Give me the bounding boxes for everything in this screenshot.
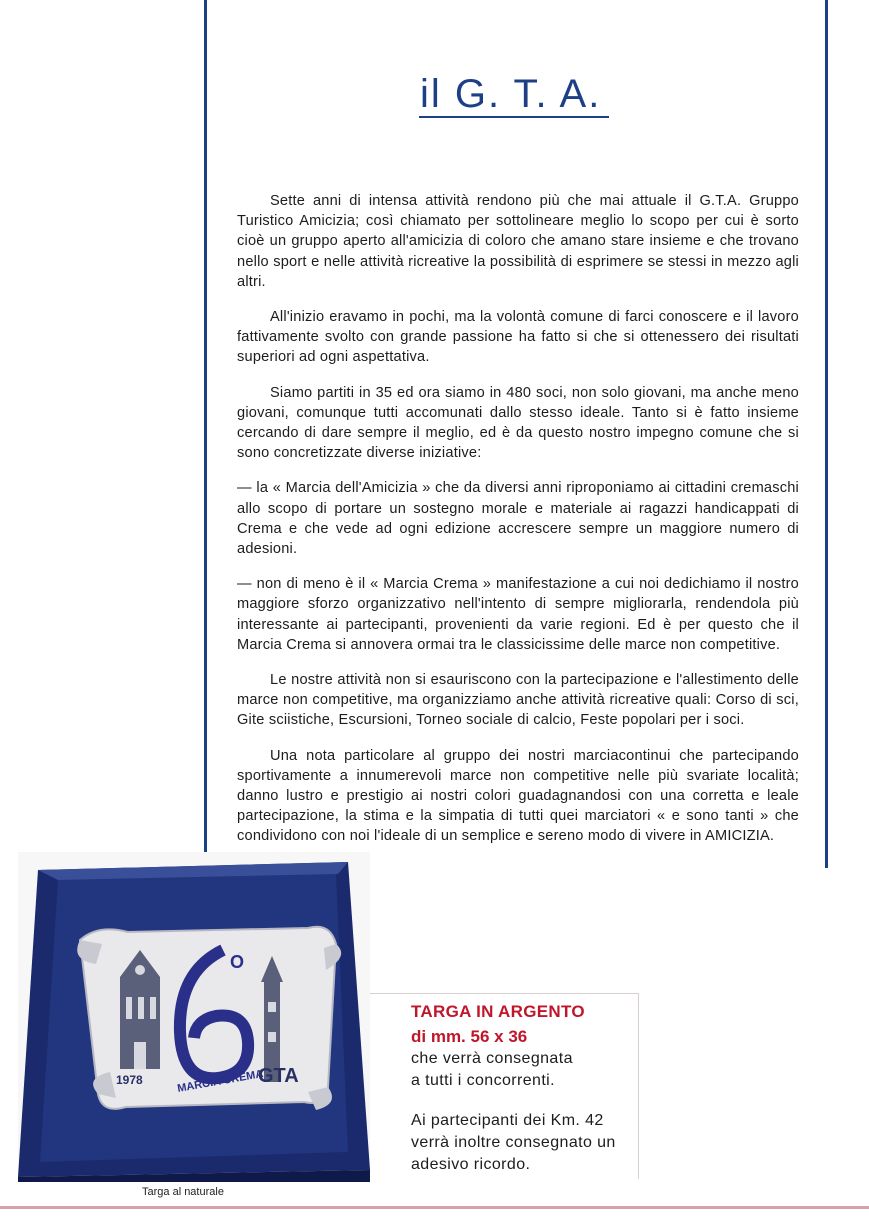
tower-icon <box>261 956 283 1082</box>
plaque-logo: GTA <box>258 1065 299 1087</box>
note-size: di mm. 56 x 36 <box>411 1027 528 1046</box>
note-line: verrà inoltre consegnato un <box>411 1134 616 1151</box>
paragraph-activities: Le nostre attività non si esauriscono con la partecipazione e l'allestimento delle marce non competitive, ma organizziamo anche attività ricreative quali: Corso di sci, Gite sciistiche, Escursioni, Torneo sociale di calcio, Feste popolari per i soci. <box>237 672 799 729</box>
note-line: a tutti i concorrenti. <box>411 1072 555 1089</box>
note-line: adesivo ricordo. <box>411 1156 531 1173</box>
paragraph-marcia-amicizia: — la « Marcia dell'Amicizia » che da diversi anni riproponiamo ai cittadini cremaschi allo scopo di portare un sostegno morale e materiale ai ragazzi handicappati di Crema e che vede ad ogni edizione accrescere sempre un maggiore numero di adesioni. <box>237 480 799 558</box>
bottom-rule <box>0 1206 869 1209</box>
note-title: TARGA IN ARGENTO <box>411 1002 585 1021</box>
note-line: Ai partecipanti dei Km. 42 <box>411 1112 604 1129</box>
paragraph-members: Siamo partiti in 35 ed ora siamo in 480 soci, non solo giovani, ma anche meno giovani, comunque tutti accomunati dallo stesso ideale. Tanto si è fatto insieme cercando di dare sempre il meglio, ed è da questo nostro impegno comune che si sono concretizzate diverse iniziative: <box>237 384 799 462</box>
article-body <box>237 191 799 862</box>
paragraph-beginning: All'inizio eravamo in pochi, ma la volontà comune di farci conoscere e il lavoro fattivamente svolto con grande passione ha fatto si che si ottenessero dei risultati superiori ad ogni aspettativa. <box>237 309 799 366</box>
paragraph-marciacontinui: Una nota particolare al gruppo dei nostri marciacontinui che partecipando sportivamente a innumerevoli marce non competitive nelle più svariate località; danno lustro e prestigio ai nostri colori guadagnandosi con una corretta e leale partecipazione, la stima e la simpatia di tutti quei marciatori « e sono tanti » che condividono con noi l'ideale di un semplice e sereno modo di vivere in AMICIZIA. <box>237 747 799 845</box>
plaque-ordinal: O <box>230 952 245 972</box>
paragraph-intro: Sette anni di intensa attività rendono più che mai attuale il G.T.A. Gruppo Turistico Amicizia; così chiamato per sottolineare meglio lo scopo per cui è sorto cioè un gruppo aperto all'amicizia di coloro che amano stare insieme e che trovano nello sport e nelle attività ricreative la possibilità di esprimere se stessi in mezzo agli altri. <box>237 193 799 290</box>
title-underline <box>419 116 609 118</box>
note-line: che verrà consegnata <box>411 1050 573 1067</box>
plaque-photo <box>18 852 370 1182</box>
page-title: il G. T. A. <box>420 72 602 116</box>
plaque-image <box>18 852 370 1182</box>
plaque-arc-text: MARCIA CREMA <box>176 1068 265 1095</box>
paragraph-marcia-crema: — non di meno è il « Marcia Crema » manifestazione a cui noi dedichiamo il nostro maggiore sforzo organizzativo nell'intento di sempre migliorarla, rendendola più interessante ai partecipanti, provenienti da varie regioni. Ed è per questo che il Marcia Crema si annovera ormai tra le classicissime delle marce non competitive. <box>237 576 799 653</box>
plaque-year: 1978 <box>116 1073 143 1087</box>
photo-caption: Targa al naturale <box>142 1186 224 1198</box>
